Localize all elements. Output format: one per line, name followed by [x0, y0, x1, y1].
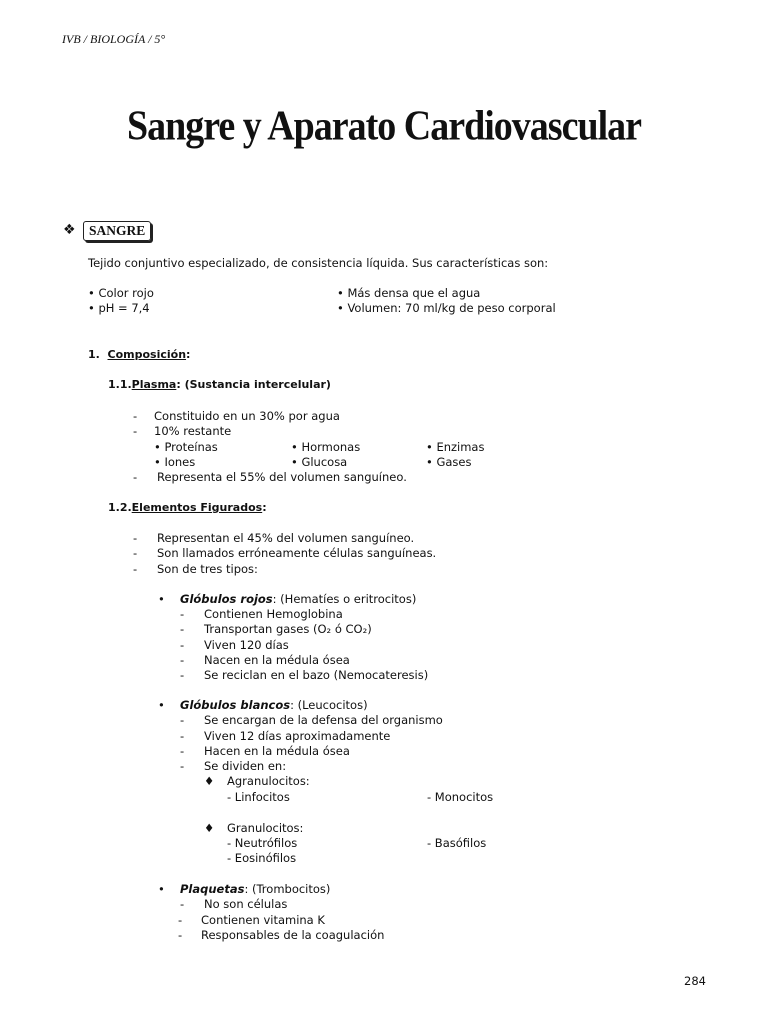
dash-icon: - — [180, 897, 185, 911]
dash-icon: - — [178, 928, 183, 942]
blancos-item: Viven 12 días aproximadamente — [204, 729, 391, 743]
composition-title: Composición — [107, 348, 187, 361]
plasma-item: Representa el 55% del volumen sanguíneo. — [157, 470, 407, 484]
rojos-name: Glóbulos rojos — [180, 592, 273, 606]
composition-number: 1. — [88, 348, 100, 361]
dash-icon: - — [133, 562, 138, 576]
rhomb-icon: ♦ — [204, 774, 215, 788]
figurados-colon: : — [262, 501, 267, 514]
figurados-heading — [108, 501, 267, 514]
plasma-component: • Hormonas — [291, 440, 361, 454]
plasma-heading — [108, 378, 331, 391]
dash-icon: - — [180, 713, 185, 727]
plasma-number: 1.1. — [108, 378, 132, 391]
granulocito-type: - Eosinófilos — [227, 851, 297, 865]
plasma-subtitle: : (Sustancia intercelular) — [176, 378, 331, 391]
dash-icon: - — [133, 470, 138, 484]
dash-icon: - — [180, 744, 185, 758]
plasma-item: Constituido en un 30% por agua — [154, 409, 340, 423]
characteristic: • Más densa que el agua — [337, 286, 481, 300]
characteristic: • Color rojo — [88, 286, 154, 300]
plasma-component: • Glucosa — [291, 455, 348, 469]
dash-icon: - — [133, 424, 138, 438]
dash-icon: - — [178, 913, 183, 927]
granulocitos-label: Granulocitos: — [227, 821, 304, 835]
plaquetas-item: Contienen vitamina K — [201, 913, 325, 927]
composition-colon: : — [186, 348, 191, 361]
plaquetas-subtitle: : (Trombocitos) — [244, 882, 331, 896]
page-title: Sangre y Aparato Cardiovascular — [126, 102, 642, 150]
page-number: 284 — [684, 974, 706, 988]
dash-icon: - — [133, 531, 138, 545]
dash-icon: - — [180, 668, 185, 682]
dash-icon: - — [133, 409, 138, 423]
blancos-subtitle: : (Leucocitos) — [290, 698, 368, 712]
dash-icon: - — [180, 653, 185, 667]
agranulocito-type: - Linfocitos — [227, 790, 290, 804]
plasma-title: Plasma — [131, 378, 177, 391]
granulocito-type: - Basófilos — [427, 836, 487, 850]
plasma-component: • Gases — [426, 455, 472, 469]
plasma-component: • Enzimas — [426, 440, 485, 454]
figurados-item: Son de tres tipos: — [157, 562, 258, 576]
running-header: IVB / BIOLOGÍA / 5° — [62, 32, 166, 46]
dash-icon: - — [180, 729, 185, 743]
blancos-name: Glóbulos blancos — [180, 698, 291, 712]
dash-icon: - — [180, 759, 185, 773]
plasma-component: • Proteínas — [154, 440, 218, 454]
section-bullet-icon: ❖ — [63, 222, 76, 238]
rojos-heading — [180, 592, 416, 606]
rojos-item: Contienen Hemoglobina — [204, 607, 343, 621]
blancos-item: Hacen en la médula ósea — [204, 744, 350, 758]
characteristic: • pH = 7,4 — [88, 301, 150, 315]
bullet-icon: • — [158, 698, 165, 712]
plaquetas-name: Plaquetas — [180, 882, 245, 896]
dash-icon: - — [133, 546, 138, 560]
characteristic: • Volumen: 70 ml/kg de peso corporal — [337, 301, 556, 315]
rhomb-icon: ♦ — [204, 821, 215, 835]
agranulocito-type: - Monocitos — [427, 790, 494, 804]
bullet-icon: • — [158, 882, 165, 896]
rojos-item: Se reciclan en el bazo (Nemocateresis) — [204, 668, 429, 682]
rojos-item: Nacen en la médula ósea — [204, 653, 350, 667]
figurados-item: Son llamados erróneamente células sanguíneas. — [157, 546, 437, 560]
composition-heading — [88, 348, 190, 361]
rojos-subtitle: : (Hematíes o eritrocitos) — [272, 592, 417, 606]
bullet-icon: • — [158, 592, 165, 606]
plasma-item: 10% restante — [154, 424, 232, 438]
blancos-item: Se dividen en: — [204, 759, 287, 773]
dash-icon: - — [180, 638, 185, 652]
plaquetas-item: No son células — [204, 897, 288, 911]
plaquetas-heading — [180, 882, 330, 896]
intro-text: Tejido conjuntivo especializado, de consistencia líquida. Sus características son: — [88, 256, 549, 270]
plasma-component: • Iones — [154, 455, 196, 469]
figurados-title: Elementos Figurados — [131, 501, 263, 514]
dash-icon: - — [180, 622, 185, 636]
blancos-item: Se encargan de la defensa del organismo — [204, 713, 443, 727]
dash-icon: - — [180, 607, 185, 621]
blancos-heading — [180, 698, 368, 712]
agranulocitos-label: Agranulocitos: — [227, 774, 310, 788]
granulocito-type: - Neutrófilos — [227, 836, 298, 850]
section-label: SANGRE — [83, 221, 151, 241]
rojos-item: Viven 120 días — [204, 638, 289, 652]
rojos-item: Transportan gases (O₂ ó CO₂) — [204, 622, 372, 636]
figurados-item: Representan el 45% del volumen sanguíneo. — [157, 531, 415, 545]
figurados-number: 1.2. — [108, 501, 132, 514]
plaquetas-item: Responsables de la coagulación — [201, 928, 385, 942]
